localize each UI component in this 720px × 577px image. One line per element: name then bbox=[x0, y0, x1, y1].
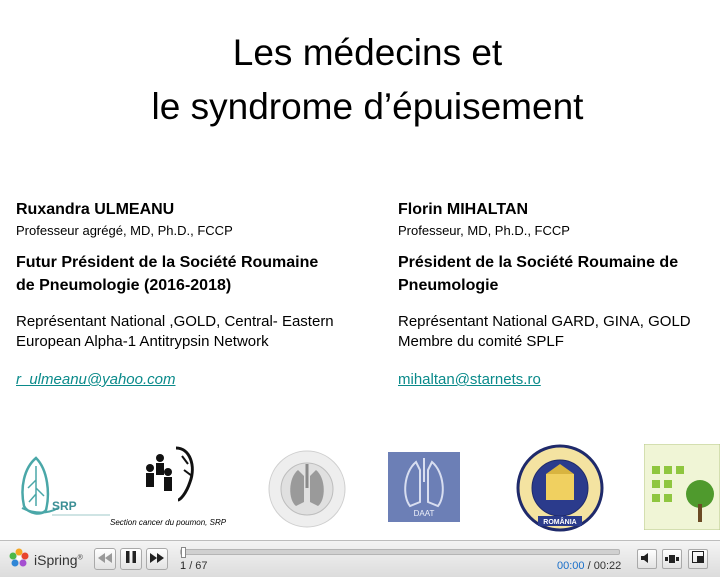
fullscreen-icon bbox=[692, 550, 704, 568]
srp-logo bbox=[14, 454, 114, 520]
logo-strip bbox=[0, 440, 720, 540]
slide-title-line2: le syndrome d’épuisement bbox=[151, 86, 584, 127]
green-institute-logo bbox=[644, 444, 720, 530]
author-right-representation bbox=[398, 312, 720, 352]
volume-button[interactable] bbox=[637, 549, 657, 569]
ispring-brand-text: iSpring® bbox=[34, 552, 83, 568]
player-toolbar bbox=[0, 540, 720, 577]
author-left-credentials: Professeur agrégé, MD, Ph.D., FCCP bbox=[16, 223, 233, 238]
author-right-rep-line1: Représentant National GARD, GINA, GOLD bbox=[398, 313, 691, 330]
speaker-icon bbox=[641, 550, 653, 568]
slide-counter bbox=[180, 560, 208, 572]
author-left-representation bbox=[16, 312, 386, 352]
author-right-role-line2: Pneumologie bbox=[398, 277, 499, 294]
author-left-role-line2: de Pneumologie (2016-2018) bbox=[16, 277, 232, 294]
srp-logo-text: SRP bbox=[52, 499, 77, 513]
time-total: / 00:22 bbox=[587, 560, 622, 572]
author-left bbox=[16, 200, 386, 390]
slide-current: 1 bbox=[180, 560, 187, 572]
author-right-name: Florin MIHALTAN bbox=[398, 201, 529, 218]
fullscreen-button[interactable] bbox=[688, 549, 708, 569]
author-right-role-line1: Président de la Société Roumaine de bbox=[398, 254, 679, 271]
slide-title-line1: Les médecins et bbox=[232, 32, 503, 73]
bronhologie-seal-logo bbox=[264, 448, 350, 530]
oradea-seal-text: ROMÂNIA bbox=[543, 519, 577, 526]
slide-total: / 67 bbox=[189, 560, 208, 572]
author-right-credentials: Professeur, MD, Ph.D., FCCP bbox=[398, 223, 570, 238]
author-right bbox=[398, 200, 720, 390]
oradea-university-seal bbox=[516, 444, 604, 532]
author-right-email-link[interactable]: mihaltan@starnets.ro bbox=[398, 371, 541, 388]
author-left-rep-line1: Représentant National ,GOLD, Central- Eastern bbox=[16, 313, 334, 330]
author-right-rep-line2: Membre du comité SPLF bbox=[398, 333, 564, 350]
time-display bbox=[557, 560, 621, 572]
author-left-rep-line2: European Alpha-1 Antitrypsin Network bbox=[16, 333, 269, 350]
pause-button[interactable] bbox=[120, 548, 142, 570]
daat-logo-text: DAAT bbox=[413, 509, 435, 518]
rewind-icon bbox=[98, 550, 112, 568]
section-cancer-logo bbox=[138, 442, 200, 504]
progress-thumb[interactable] bbox=[181, 547, 186, 558]
section-cancer-caption: Section cancer du poumon, SRP bbox=[110, 518, 227, 527]
author-left-email-link[interactable]: r_ulmeanu@yahoo.com bbox=[16, 371, 176, 388]
previous-slide-button[interactable] bbox=[94, 548, 116, 570]
author-right-role bbox=[398, 251, 720, 297]
author-left-role bbox=[16, 251, 386, 297]
fast-forward-icon bbox=[150, 550, 164, 568]
slide-title bbox=[0, 26, 720, 134]
ispring-flower-icon bbox=[8, 547, 30, 574]
layout-toggle-button[interactable] bbox=[662, 549, 682, 569]
next-slide-button[interactable] bbox=[146, 548, 168, 570]
daat-logo bbox=[388, 452, 460, 522]
ispring-brand bbox=[8, 550, 83, 570]
author-left-name: Ruxandra ULMEANU bbox=[16, 201, 175, 218]
progress-bar[interactable] bbox=[180, 549, 620, 555]
pause-icon bbox=[126, 550, 136, 568]
layout-icon bbox=[665, 550, 679, 568]
time-elapsed: 00:00 bbox=[557, 560, 585, 572]
author-left-role-line1: Futur Président de la Société Roumaine bbox=[16, 254, 319, 271]
